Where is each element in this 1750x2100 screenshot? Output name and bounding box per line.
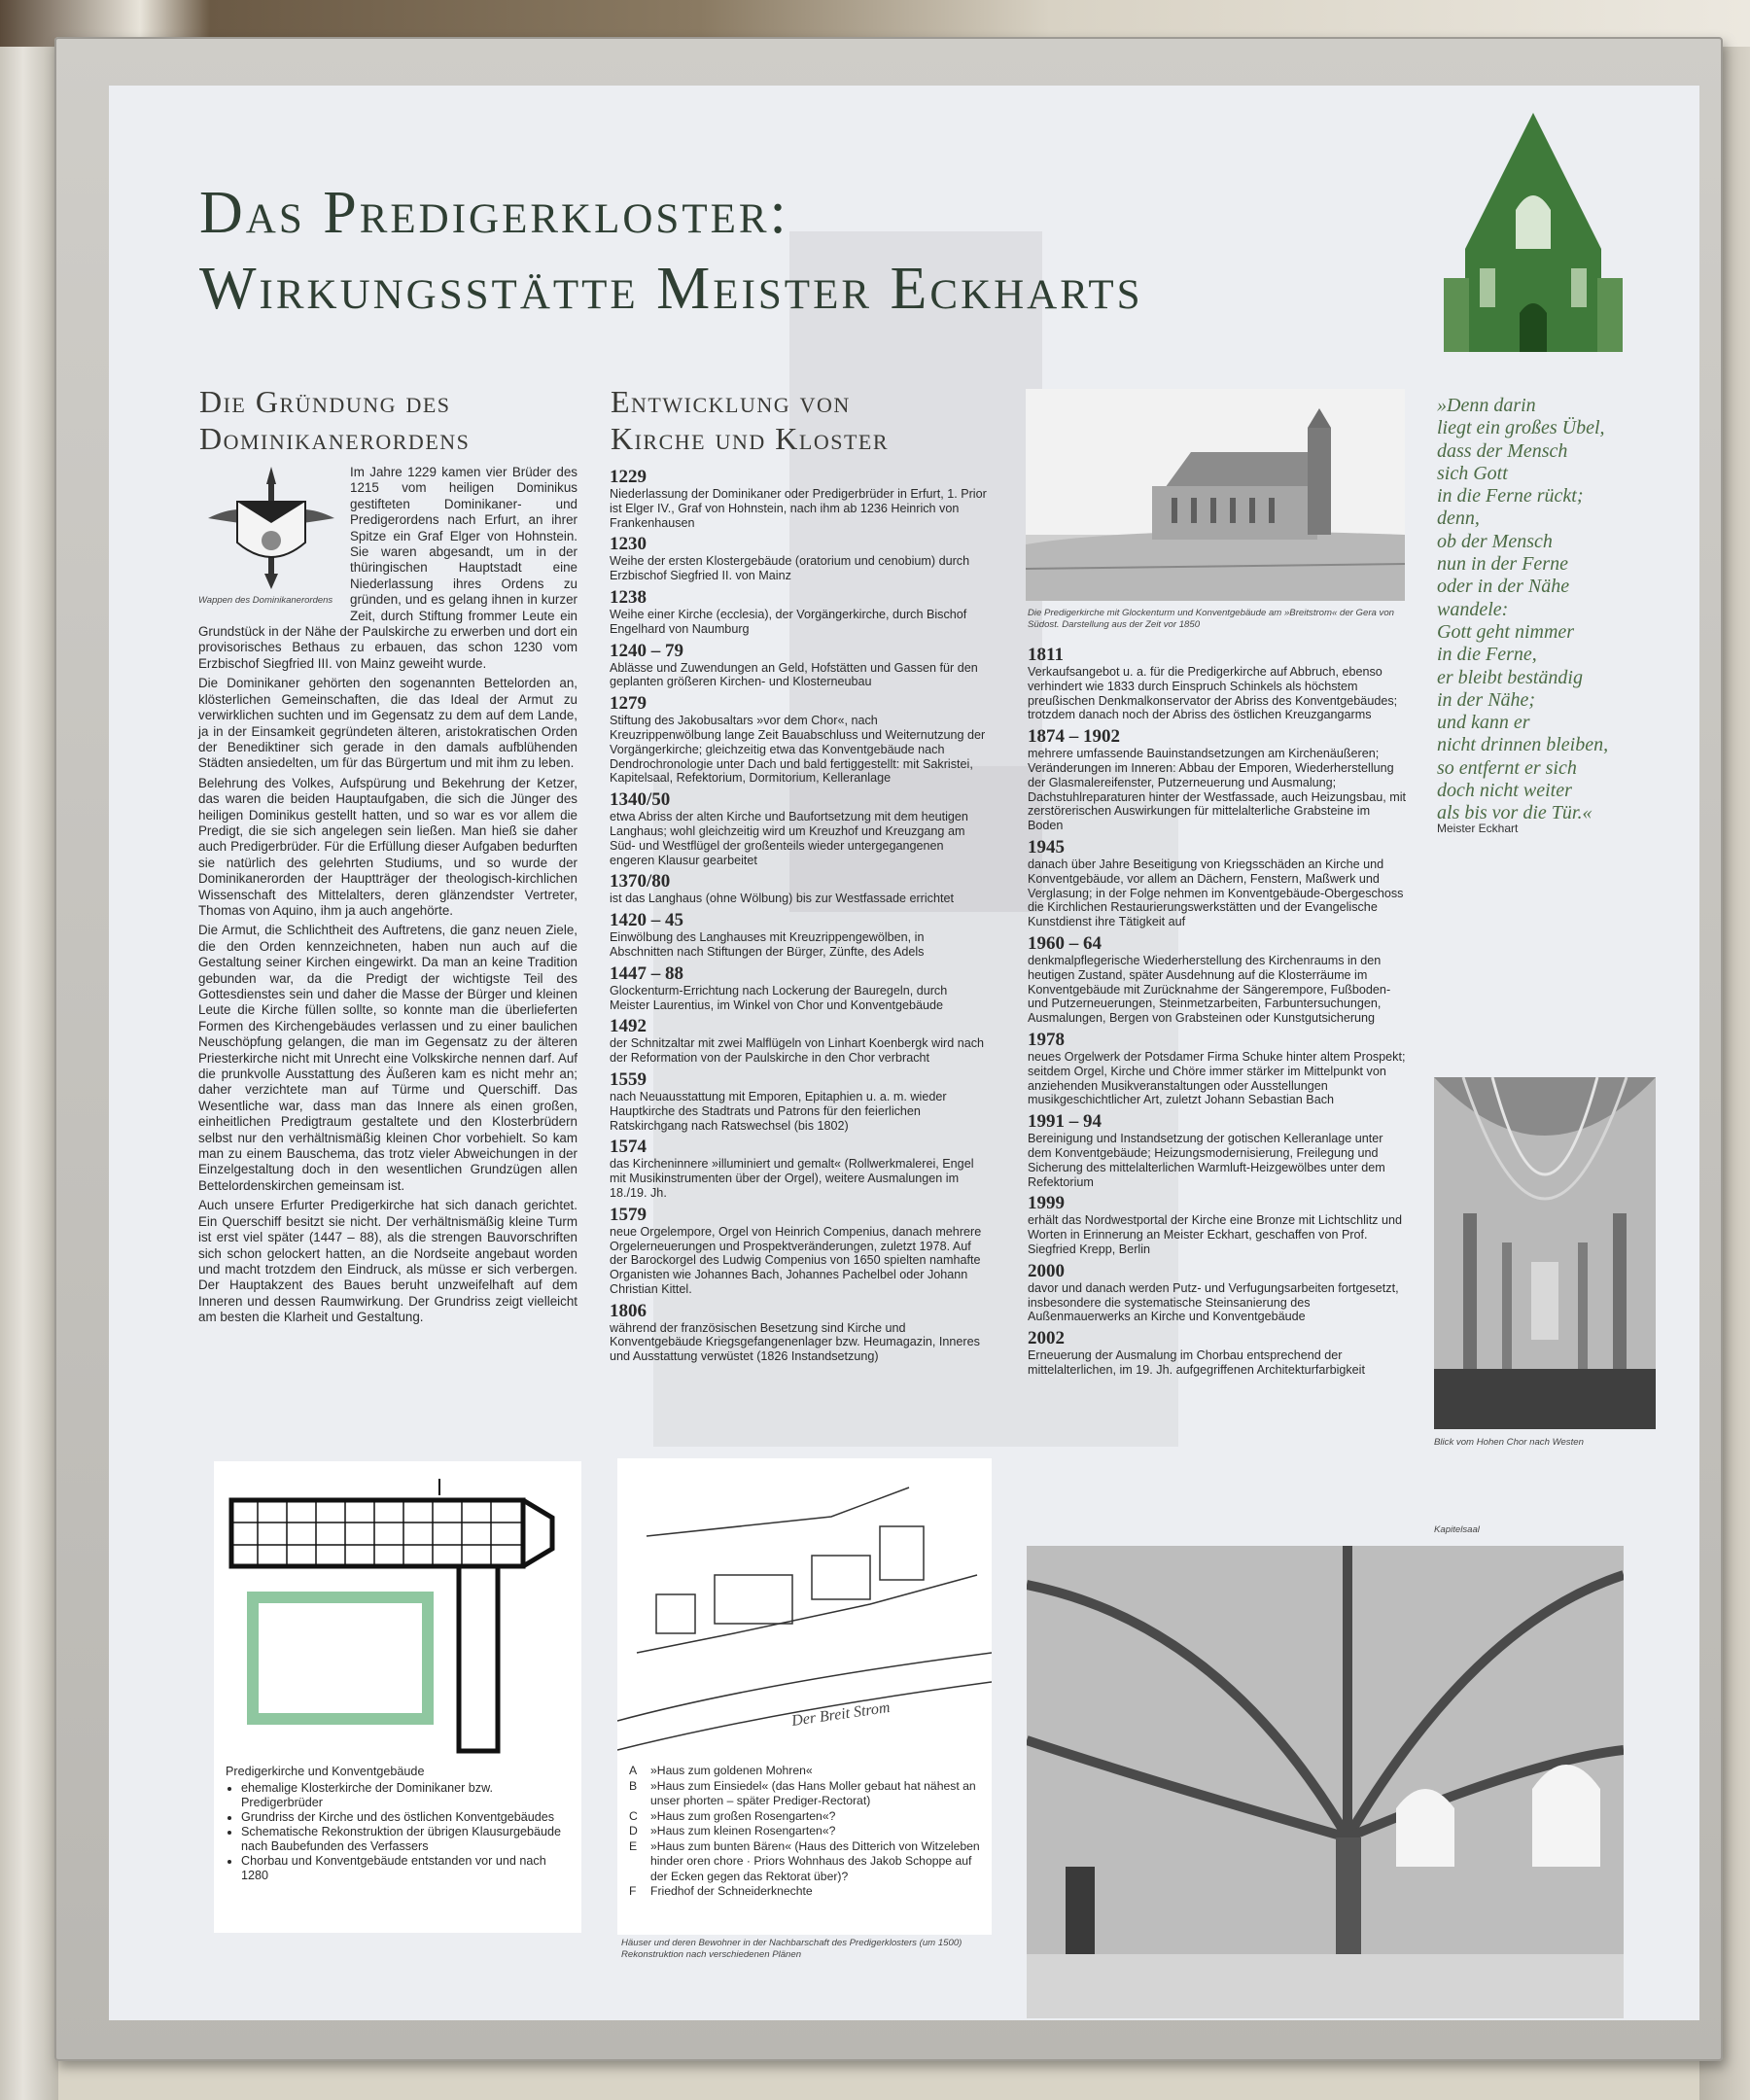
map-legend-text: »Haus zum goldenen Mohren« [650, 1764, 813, 1777]
legend-item: • ehemalige Klosterkirche der Dominikaner bzw. Predigerbrüder [241, 1781, 566, 1810]
map-legend-key: C [629, 1808, 638, 1823]
section-heading-founding [199, 383, 470, 457]
map-legend [629, 1764, 989, 1900]
timeline-entry [610, 910, 989, 960]
timeline-text: etwa Abriss der alten Kirche und Baufortsetzung mit dem heutigen Langhaus; wohl gleichzeitig wird um Kreuzhof und Kreuzgang am Süd- und Westflügel der großenteils wieder untergegangenen engeren Klausur gearbeitet [610, 810, 968, 867]
timeline-year: 2002 [1028, 1328, 1065, 1349]
map-legend-row [629, 1884, 989, 1900]
neighborhood-map-image [617, 1458, 992, 1760]
map-legend-key: E [629, 1838, 638, 1853]
hall-caption: Kapitelsaal [1434, 1524, 1480, 1535]
timeline-column-2 [1028, 645, 1407, 1382]
timeline-entry [610, 871, 989, 906]
timeline-entry [610, 534, 989, 583]
timeline-entry [610, 693, 989, 786]
floor-plan-legend [226, 1765, 566, 1883]
timeline-year: 1420 – 45 [610, 910, 683, 931]
heading-line: Entwicklung von [611, 384, 851, 419]
timeline-entry [1028, 1193, 1407, 1256]
timeline-text: der Schnitzaltar mit zwei Malflügeln von Linhart Koenbergk wird nach der Reformation von der Paulskirche in den Chor verbracht [610, 1036, 985, 1066]
map-legend-row [629, 1809, 989, 1825]
quote-line: denn, [1437, 508, 1480, 530]
engraving-caption: Die Predigerkirche mit Glockenturm und Konventgebäude am »Breitstrom« der Gera von Südost. Darstellung aus der Zeit vor 1850 [1028, 608, 1395, 630]
timeline-year: 1945 [1028, 836, 1065, 858]
map-legend-key: A [629, 1764, 638, 1777]
quote-line: als bis vor die Tür.« [1437, 802, 1592, 824]
paragraph: Die Dominikaner gehörten den sogenannten Bettelorden an, klösterlichen Gemeinschaften, die das Ideal der Armut zu verwirklichen suchten und im Gegensatz zu dem auf dem Lande, ja in der Einsamkeit gegründeten älteren, aristokratischen Orden der Benediktiner sich gerade in den damals aufblühenden Städten ansiedelten, um für das Bürgertum und mit ihm zu leben. [198, 676, 578, 771]
legend-item: • Grundriss der Kirche und des östlichen Konventgebäudes [241, 1810, 566, 1825]
map-legend-text: Friedhof der Schneiderknechte [650, 1884, 813, 1898]
timeline-year: 1492 [610, 1016, 647, 1037]
timeline-entry [1028, 1261, 1407, 1324]
timeline-entry [610, 1205, 989, 1297]
timeline-year: 1240 – 79 [610, 640, 683, 661]
quote-line: sich Gott [1437, 462, 1508, 484]
timeline-entry [610, 1301, 989, 1364]
timeline-year: 1960 – 64 [1028, 932, 1102, 954]
timeline-entry [610, 789, 989, 867]
timeline-text: Weihe einer Kirche (ecclesia), der Vorgängerkirche, durch Bischof Engelhard von Naumburg [610, 607, 967, 636]
timeline-text: neues Orgelwerk der Potsdamer Firma Schuke hinter altem Prospekt; seitdem Orgel, Kirche und Chöre immer stärker im Mittelpunkt von anziehenden Musikveranstaltungen oder Ausstellungen musikgeschichtlicher Art, zuletzt Johann Sebastian Bach [1028, 1049, 1406, 1107]
page-title [199, 175, 1483, 327]
paragraph: Belehrung des Volkes, Aufspürung und Bekehrung der Ketzer, das waren die beiden Hauptaufgaben, die sich die Jünger des heiligen Dominikus gestellt hatten, und so war es vor allem die Predigt, die sie sich angelegen sein ließen. Man hieß sie daher auch Predigerbrüder. Für die Erfüllung dieser Aufgaben bedurften sie natürlich des gelehrten Studiums, und so wurde der Dominikanerorden der Hauptträger der theologisch-kirchlichen Wissenschaft des Mittelalters, deren glänzendster Vertreter, Thomas von Aquino, ihm ja auch angehörte. [198, 775, 578, 918]
coat-of-arms [198, 465, 344, 607]
timeline-entry [1028, 726, 1407, 833]
timeline-year: 1574 [610, 1137, 647, 1158]
timeline-text: Bereinigung und Instandsetzung der gotischen Kelleranlage unter dem Konventgebäude; Heizungsmodernisierung, Freilegung und Sicherung des mittelalterlichen Warmluft-Heizgewölbes unter dem Refektorium [1028, 1132, 1385, 1189]
heading-line: Die Gründung des [199, 384, 451, 419]
timeline-text: danach über Jahre Beseitigung von Kriegsschäden an Kirche und Konventgebäude, vor allem an Dächern, Fenstern, Maßwerk und Verglasung; in der Folge nehmen im Konventgebäude-Obergeschoss die Kirchlichen Restaurierungswerkstätten und der Evangelische Kunstdienst ihre Tätigkeit auf [1028, 857, 1404, 929]
quote-line: nicht drinnen bleiben, [1437, 734, 1609, 756]
quote-line: in der Nähe; [1437, 688, 1536, 711]
title-line-1: Das Predigerkloster: [199, 180, 789, 246]
paragraph: Die Armut, die Schlichtheit des Auftretens, die ganz neuen Ziele, die den Orden kennzeichneten, haben nun auch auf die Gestaltung seiner Kirchen eingewirkt. Da man an keine Tradition gebunden war, da die Predigt der wichtigste Teil des Gottesdienstes sein und daher die Masse der Bürger und kleinen Leute die Kirche füllen sollte, so konnte man die überlieferten Formen des Kirchengebäudes verlassen und zu einer baulichen Neuschöpfung gelangen, die man im Gegensatz zu der älteren Priesterkirche nicht mit Unrecht eine Volkskirche nennen darf. Auf die prunkvolle Ausstattung des Äußeren kam es nicht mehr an; daher verzichtete man auf Türme und Querschiff. Das Wesentliche war, dass man das Innere als einen großen, einheitlichen Predigtraum gestaltete und den Klosterbrüdern selbst nur den verhältnismäßig kleinen Chor vorbehielt. So kam man zu einem Bauschema, das trotz vieler Abweichungen in der Einzelgestaltung doch in den wesentlichen Grundzügen allen Bettelordenskirchen gemeinsam ist. [198, 923, 578, 1193]
timeline-entry [610, 1016, 989, 1066]
quote-line: oder in der Nähe [1437, 576, 1570, 598]
timeline-year: 1991 – 94 [1028, 1111, 1102, 1133]
timeline-year: 1447 – 88 [610, 962, 683, 984]
wall-left [0, 0, 58, 2100]
timeline-entry [610, 467, 989, 530]
map-legend-row [629, 1764, 989, 1779]
timeline-text: Glockenturm-Errichtung nach Lockerung der Bauregeln, durch Meister Laurentius, im Winkel von Chor und Konventgebäude [610, 983, 948, 1012]
map-legend-key: B [629, 1778, 638, 1793]
heading-line: Kirche und Kloster [611, 421, 889, 456]
timeline-year: 1229 [610, 467, 647, 487]
coat-caption: Wappen des Dominikanerordens [198, 595, 333, 606]
quote-line: er bleibt beständig [1437, 666, 1583, 688]
eckhart-quote [1437, 395, 1646, 825]
timeline-year: 1230 [610, 534, 647, 555]
legend-item: • Chorbau und Konventgebäude entstanden vor und nach 1280 [241, 1854, 566, 1883]
nave-caption: Blick vom Hohen Chor nach Westen [1434, 1437, 1584, 1448]
quote-line: ob der Mensch [1437, 530, 1553, 552]
timeline-entry [1028, 1328, 1407, 1378]
quote-line: in die Ferne, [1437, 644, 1537, 666]
timeline-year: 2000 [1028, 1260, 1065, 1281]
quote-author: Meister Eckhart [1437, 822, 1519, 835]
legend-item: • Schematische Rekonstruktion der übrigen Klausurgebäude nach Baubefunden des Verfassers [241, 1825, 566, 1854]
floor-plan-title: Predigerkirche und Konventgebäude [226, 1765, 425, 1778]
map-legend-text: »Haus zum Einsiedel« (das Hans Moller gebaut hat nähest an unser phorten – später Prediger-Rectorat) [650, 1778, 976, 1807]
timeline-year: 1238 [610, 586, 647, 608]
quote-line: in die Ferne rückt; [1437, 485, 1584, 508]
timeline-entry [1028, 1111, 1407, 1189]
timeline-text: davor und danach werden Putz- und Verfugungsarbeiten fortgesetzt, insbesondere die systematische Steinsanierung des Außenmauerwerks an Kirche und Konventgebäude [1028, 1280, 1399, 1324]
timeline-text: erhält das Nordwestportal der Kirche eine Bronze mit Lichtschlitz und Worten in Erinnerung an Meister Eckhart, geschaffen von Prof. Siegfried Krepp, Berlin [1028, 1213, 1402, 1256]
timeline-year: 1279 [610, 693, 647, 715]
timeline-text: Niederlassung der Dominikaner oder Predigerbrüder in Erfurt, 1. Prior ist Elger IV., Graf von Hohnstein, nach ihm ab 1236 Heinrich von Frankenhausen [610, 487, 987, 530]
quote-line: so entfernt er sich [1437, 756, 1577, 779]
timeline-entry [1028, 837, 1407, 929]
paragraph: Auch unsere Erfurter Predigerkirche hat sich danach gerichtet. Ein Querschiff besitzt sie nicht. Der verhältnismäßig kleine Turm ist erst viel später (1447 – 88), als die strengen Bauvorschriften sich schon gelockert hatten, an die Nordseite angebaut worden und macht trotzdem den Eindruck, als müsse er sich verbergen. Der Hauptakzent des Baues beruht unzweifelhaft auf dem Inneren und dessen Raumwirkung. Der Grundriss zeigt vielleicht am besten die Klarheit und Gestaltung. [198, 1198, 578, 1325]
timeline-year: 1999 [1028, 1193, 1065, 1214]
quote-line: nun in der Ferne [1437, 553, 1568, 576]
quote-line: liegt ein großes Übel, [1437, 417, 1605, 439]
timeline-entry [610, 1137, 989, 1200]
chapter-hall-photo [1027, 1546, 1624, 2018]
nave-photo [1434, 1077, 1656, 1429]
quote-line: doch nicht weiter [1437, 780, 1572, 802]
section-heading-development [611, 383, 889, 457]
timeline-year: 1370/80 [610, 871, 671, 892]
timeline-year: 1811 [1028, 645, 1064, 665]
quote-line: Gott geht nimmer [1437, 620, 1575, 643]
timeline-entry [610, 587, 989, 637]
quote-line: »Denn darin [1437, 395, 1536, 416]
map-caption: Häuser und deren Bewohner in der Nachbarschaft des Predigerklosters (um 1500) Rekonstruktion nach verschiedenen Plänen [621, 1938, 962, 1960]
map-legend-text: »Haus zum kleinen Rosengarten«? [650, 1824, 836, 1838]
map-legend-text: »Haus zum bunten Bären« (Haus des Ditterich von Witzeleben hinder oren chore · Priors Wohnhaus des Jakob Schoppe auf der Ecken gegen das Rektorat über)? [650, 1838, 980, 1883]
engraving-image [1026, 389, 1405, 601]
founding-text [198, 465, 578, 1330]
title-line-2: Wirkungsstätte Meister Eckharts [199, 256, 1143, 322]
timeline-year: 1978 [1028, 1029, 1065, 1050]
timeline-year: 1559 [610, 1068, 647, 1090]
timeline-text: Ablässe und Zuwendungen an Geld, Hofstätten und Gassen für den geplanten größeren Kirchen- und Klosterneubau [610, 660, 978, 689]
quote-line: wandele: [1437, 598, 1509, 620]
timeline-entry [1028, 933, 1407, 1026]
timeline-text: nach Neuausstattung mit Emporen, Epitaphien u. a. m. wieder Hauptkirche des Stadtrats und Patrons für den feierlichen Ratskirchgang nach Ratswechsel (bis 1802) [610, 1089, 947, 1133]
map-legend-row [629, 1779, 989, 1809]
paragraph: Im Jahre 1229 kamen vier Brüder des 1215 vom heiligen Dominikus gestifteten Dominikaner- und Predigerordens nach Erfurt, an ihrer Spitze ein Graf Elger von Hohnstein. Sie waren abgesandt, um in der thüringischen Hauptstadt eine Niederlassung ihres Ordens zu gründen, und es gelang ihnen in kurzer Zeit, durch Stiftung frommer Leute ein Grundstück in der Nähe der Paulskirche zu erwerben und dort ein provisorisches Bethaus zu erbauen, das schon 1230 vom Erzbischof Siegfried III. von Mainz geweiht wurde. [198, 465, 578, 671]
heading-line: Dominikanerordens [199, 421, 471, 456]
timeline-text: das Kircheninnere »illuminiert und gemalt« (Rollwerkmalerei, Engel mit Musikinstrumenten über der Orgel), weitere Ausmalungen im 18./19. Jh. [610, 1157, 974, 1200]
timeline-text: mehrere umfassende Bauinstandsetzungen am Kirchenäußeren; Veränderungen im Inneren: Abbau der Emporen, Wiederherstellung der Glasmalereifenster, Putzerneuerung und Ausmalung; Dachstuhlreparaturen hinter der Westfassade, auch Heizungsbau, mit zerstörerischen Auswirkungen für mittelalterliche Grabsteine im Boden [1028, 747, 1406, 833]
timeline-text: Weihe der ersten Klostergebäude (oratorium und cenobium) durch Erzbischof Siegfried II. von Mainz [610, 554, 970, 583]
timeline-year: 1806 [610, 1300, 647, 1321]
quote-line: dass der Mensch [1437, 439, 1568, 462]
timeline-text: ist das Langhaus (ohne Wölbung) bis zur Westfassade errichtet [610, 892, 954, 906]
timeline-year: 1340/50 [610, 789, 671, 811]
map-legend-text: »Haus zum großen Rosengarten«? [650, 1808, 836, 1823]
timeline-text: Stiftung des Jakobusaltars »vor dem Chor«, nach Kreuzrippenwölbung lange Zeit Bauabschluss und Weiternutzung der Vorgängerkirche; gleichzeitig etwa das Konventgebäude nach Dendrochronologie unter Dach und bald fertiggestellt: mit Sakristei, Kapitelsaal, Refektorium, Dormitorium, Kelleranlage [610, 714, 986, 786]
timeline-text: neue Orgelempore, Orgel von Heinrich Compenius, danach mehrere Orgelerneuerungen und Prospektveränderungen, zuletzt 1978. Auf der Barockorgel des Ludwig Compenius von 1650 spielten namhafte Organisten wie Johannes Bach, Johannes Pachelbel oder Johann Christian Kittel. [610, 1224, 982, 1296]
timeline-text: während der französischen Besetzung sind Kirche und Konventgebäude Kriegsgefangenenlager bzw. Heumagazin, Inneres und Ausstattung verwüstet (1826 Instandsetzung) [610, 1320, 980, 1364]
timeline-text: Verkaufsangebot u. a. für die Predigerkirche auf Abbruch, ebenso verhindert wie 1833 durch Einspruch Schinkels als höchstem preußischen Denkmalkonservator der Abriss des Konventgebäudes; trotzdem danach noch der Abriss des östlichen Kreuzgangarms [1028, 665, 1398, 722]
timeline-text: Einwölbung des Langhauses mit Kreuzrippengewölben, in Abschnitten nach Stiftungen der Bürger, Zünfte, des Adels [610, 930, 925, 959]
timeline-text: Erneuerung der Ausmalung im Chorbau entsprechend der mittelalterlichen, im 19. Jh. aufgegriffenen Architekturfarbigkeit [1028, 1348, 1365, 1377]
map-legend-key: F [629, 1884, 637, 1898]
church-facade-image [1436, 103, 1630, 358]
timeline-entry [610, 1069, 989, 1133]
map-legend-row [629, 1839, 989, 1885]
coat-of-arms-icon [198, 465, 344, 591]
quote-line: und kann er [1437, 712, 1530, 734]
river-label: Der Breit Strom [790, 1698, 892, 1730]
timeline-entry [610, 963, 989, 1013]
map-legend-key: D [629, 1824, 638, 1838]
timeline-entry [1028, 1030, 1407, 1107]
timeline-entry [1028, 645, 1407, 722]
floor-plan-image [214, 1461, 581, 1763]
map-legend-row [629, 1824, 989, 1839]
timeline-text: denkmalpflegerische Wiederherstellung des Kirchenraums in den heutigen Zustand, später Ausdehnung auf die Klosterräume im Konventgebäude mit Zurücknahme der Sängerempore, Fußboden- und Putzerneuerungen, Steinmetzarbeiten, Farbuntersuchungen, Ausmalungen, Bergen von Grabsteinen oder Kunstgutsicherung [1028, 953, 1391, 1026]
timeline-entry [610, 641, 989, 690]
poster-panel [109, 86, 1699, 2020]
timeline-year: 1579 [610, 1204, 647, 1225]
timeline-year: 1874 – 1902 [1028, 726, 1120, 748]
timeline-column-1 [610, 467, 989, 1368]
